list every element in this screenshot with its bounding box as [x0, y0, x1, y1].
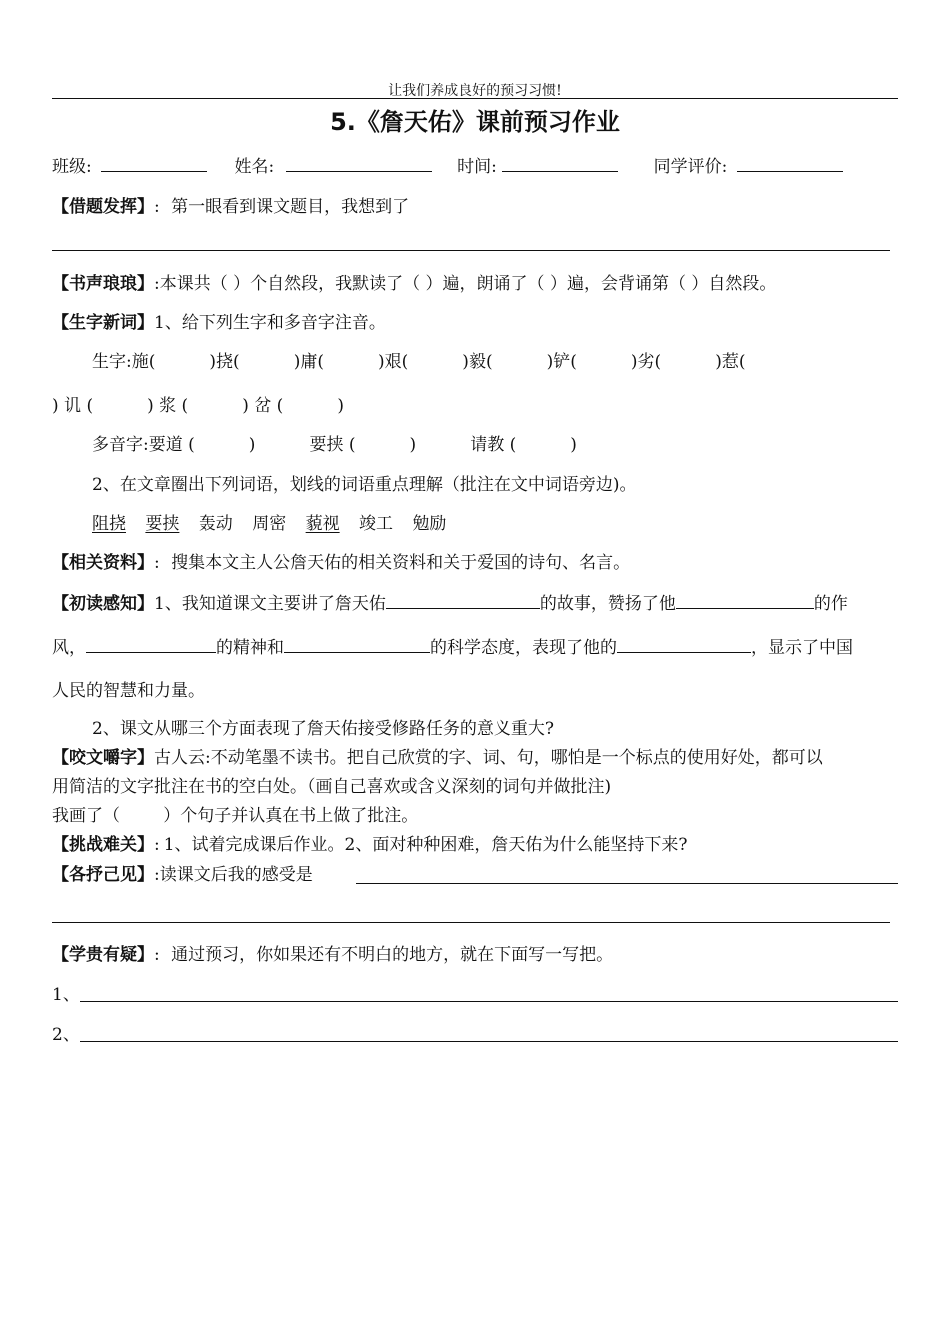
duoyinzi-line: 多音字:要道 ( ) 要挟 ( ) 请教 ( ) — [92, 435, 577, 455]
section-colon: : — [154, 197, 160, 217]
answer-line[interactable] — [52, 922, 890, 923]
section-yaowen-line2: 用简洁的文字批注在书的空白处。（画自己喜欢或含义深刻的词句并做批注) — [52, 777, 612, 797]
text-fragment: ，显示了中国 — [751, 638, 853, 658]
section-text: 通过预习，你如果还有不明白的地方，就在下面写一写把。 — [171, 945, 614, 965]
section-colon: : — [154, 274, 160, 294]
section-tag: 【学贵有疑】 — [52, 945, 154, 965]
eval-field[interactable] — [737, 155, 843, 172]
section-xuegui — [52, 944, 613, 966]
shengzi-line-1: 生字:施( )挠( )庸( )艰( )毅( )铲( )劣( )惹( — [92, 352, 746, 372]
answer-line[interactable] — [52, 250, 890, 251]
section-chudu-line3: 人民的智慧和力量。 — [52, 681, 205, 701]
text-fragment: 的作 — [813, 594, 848, 614]
fill-blank[interactable] — [86, 636, 216, 653]
word-underlined: 阻挠 — [92, 514, 126, 534]
answer-line[interactable] — [80, 1001, 898, 1002]
info-row — [52, 155, 843, 178]
text-fragment: 的精神和 — [216, 638, 284, 658]
section-chudu-q2: 2、课文从哪三个方面表现了詹天佑接受修路任务的意义重大? — [92, 719, 554, 739]
section-text: 第一眼看到课文题目，我想到了 — [171, 197, 410, 217]
word-list — [92, 513, 446, 535]
class-label: 班级: — [52, 157, 92, 177]
name-label: 姓名: — [234, 157, 275, 177]
section-tag: 【各抒己见】 — [52, 865, 154, 885]
question-number-2: 2、 — [52, 1025, 80, 1045]
text-fragment: 1、我知道课文主要讲了詹天佑 — [154, 594, 386, 614]
section-colon: : — [154, 835, 160, 855]
header-motto: 让我们养成良好的预习习惯! — [388, 83, 562, 99]
word: 竣工 — [359, 514, 394, 534]
section-tag: 【初读感知】 — [52, 594, 154, 614]
section-shusheng — [52, 273, 776, 295]
class-field[interactable] — [101, 155, 207, 172]
name-field[interactable] — [286, 155, 432, 172]
word-underlined: 藐视 — [305, 514, 340, 534]
section-tiaozhan — [52, 834, 687, 856]
section-text: 古人云:不动笔墨不读书。把自己欣赏的字、词、句，哪怕是一个标点的使用好处，都可以 — [154, 748, 823, 768]
section-text: 搜集本文主人公詹天佑的相关资料和关于爱国的诗句、名言。 — [171, 553, 631, 573]
word: 勉励 — [412, 514, 447, 534]
section-question: 1、给下列生字和多音字注音。 — [154, 313, 386, 333]
fill-blank[interactable] — [284, 636, 430, 653]
eval-label: 同学评价: — [653, 157, 728, 177]
word: 周密 — [252, 514, 287, 534]
section-yaowen-line1 — [52, 747, 823, 769]
section-shengzi — [52, 312, 386, 334]
section-text: 本课共（ ）个自然段，我默读了（ ）遍，朗诵了（ ）遍，会背诵第（ ）自然段。 — [159, 274, 777, 294]
section-jieti — [52, 196, 409, 218]
ciyu-question: 2、在文章圈出下列词语，划线的词语重点理解（批注在文中词语旁边)。 — [92, 475, 637, 495]
section-chudu-line2 — [52, 636, 853, 659]
time-label: 时间: — [457, 157, 497, 177]
fill-blank[interactable] — [676, 592, 814, 609]
section-tag: 【生字新词】 — [52, 313, 154, 333]
answer-line[interactable] — [356, 883, 898, 884]
time-field[interactable] — [502, 155, 618, 172]
question-number-1: 1、 — [52, 985, 80, 1005]
header-rule — [52, 98, 898, 99]
word-underlined: 要挟 — [145, 514, 180, 534]
answer-line[interactable] — [80, 1041, 898, 1042]
text-fragment: 风， — [52, 638, 86, 658]
section-ziliao — [52, 552, 630, 574]
shengzi-line-2: ) 讥 ( ) 浆 ( ) 岔 ( ) — [52, 396, 344, 416]
section-tag: 【书声琅琅】 — [52, 274, 154, 294]
section-colon: : — [154, 945, 160, 965]
text-fragment: 的科学态度，表现了他的 — [430, 638, 617, 658]
section-tag: 【相关资料】 — [52, 553, 154, 573]
section-yaowen-line3: 我画了（ ）个句子并认真在书上做了批注。 — [52, 806, 419, 826]
section-text: 读课文后我的感受是 — [159, 865, 313, 885]
section-geshu — [52, 864, 313, 886]
word: 轰动 — [198, 514, 233, 534]
text-fragment: 的故事，赞扬了他 — [539, 594, 676, 614]
fill-blank[interactable] — [386, 592, 540, 609]
fill-blank[interactable] — [617, 636, 751, 653]
section-chudu-line1 — [52, 592, 848, 615]
page-title: 5.《詹天佑》课前预习作业 — [330, 108, 620, 136]
section-colon: : — [154, 553, 160, 573]
section-tag: 【咬文嚼字】 — [52, 748, 154, 768]
section-colon: : — [154, 865, 160, 885]
section-tag: 【挑战难关】 — [52, 835, 154, 855]
section-tag: 【借题发挥】 — [52, 197, 154, 217]
section-text: 1、试着完成课后作业。2、面对种种困难，詹天佑为什么能坚持下来? — [163, 835, 688, 855]
